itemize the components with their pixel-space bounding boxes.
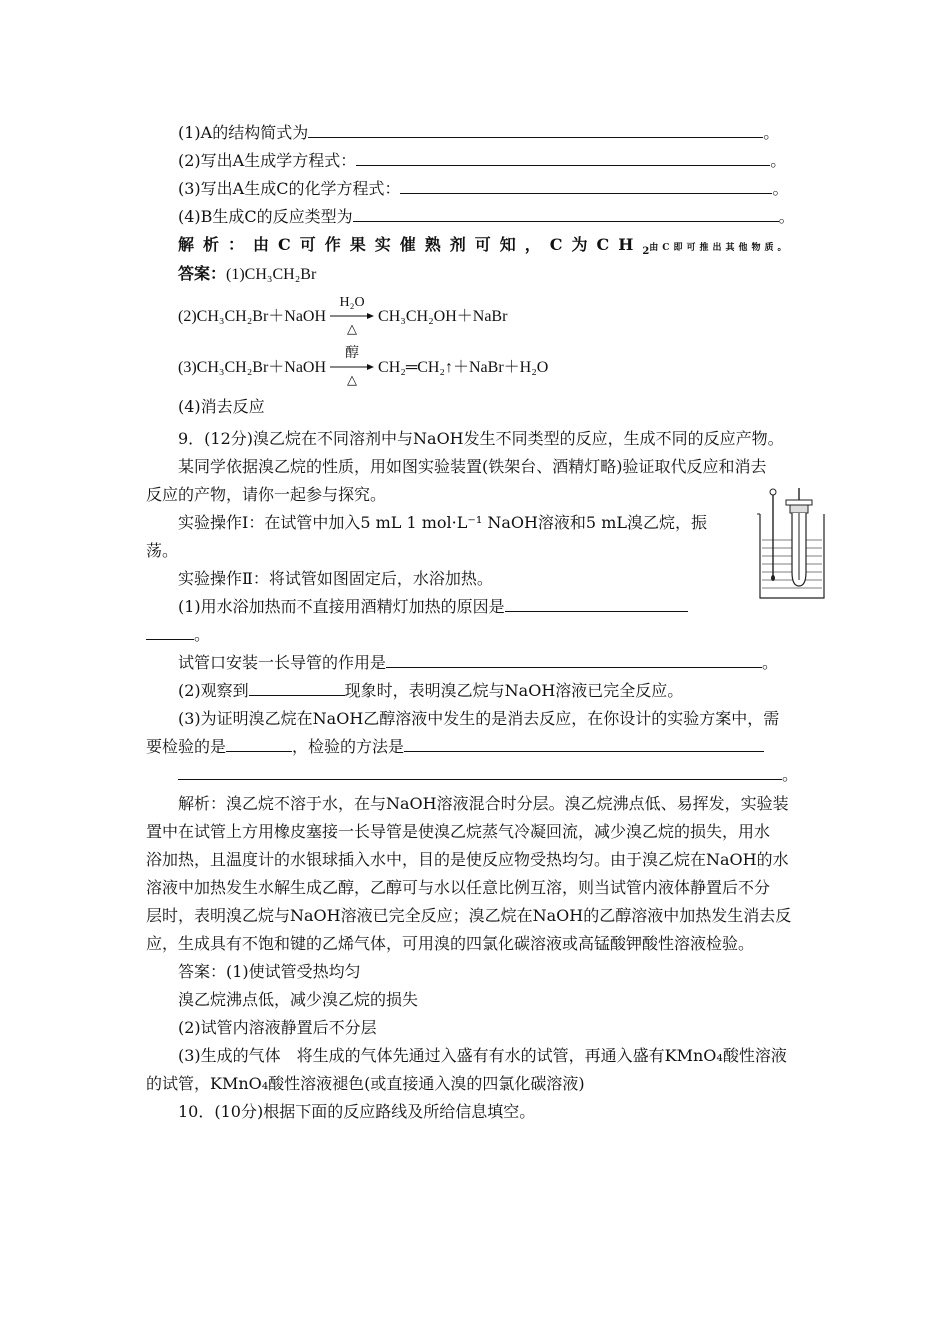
q9-part2-text-b: 现象时，表明溴乙烷与NaOH溶液已完全反应。	[344, 681, 684, 700]
period: 。	[772, 179, 789, 198]
q8-answer-1-text: (1)CH₃CH₂Br	[226, 266, 317, 283]
q9-answer-2	[178, 989, 418, 1011]
q9-part2-blank	[249, 681, 345, 696]
q9-part1	[178, 596, 688, 618]
period: 。	[782, 765, 799, 784]
q9-line-3	[146, 484, 386, 506]
q8-part2-text: (2)写出A生成学方程式：	[178, 151, 357, 170]
q9-line-6	[178, 568, 493, 590]
q9-part3-blank-1	[226, 737, 292, 752]
q9-part1-cont	[146, 624, 210, 646]
q8-answer-2	[178, 295, 508, 337]
q8-analysis-tail: 由C即可推出其他物质。	[649, 243, 791, 253]
q8-analysis	[178, 234, 790, 263]
q9-part3-text: (3)为证明溴乙烷在NaOH乙醇溶液中发生的是消去反应，在你设计的实验方案中，需	[178, 709, 780, 728]
q9-solution-1	[178, 793, 789, 815]
q9-answer-5	[146, 1073, 585, 1095]
q8-answer-2-right: CH₃CH₂OH＋NaBr	[378, 308, 508, 325]
q9-answer-3	[178, 1017, 377, 1039]
reaction-arrow	[330, 346, 374, 388]
q8-part1-text: (1)A的结构简式为	[178, 123, 309, 142]
q9-solution-4	[146, 877, 770, 899]
q8-part4	[178, 206, 795, 228]
q9-tube-purpose-text: 试管口安装一长导管的作用是	[178, 653, 387, 672]
q9-line-2	[178, 456, 767, 478]
period: 。	[770, 151, 787, 170]
q9-part2	[178, 680, 683, 702]
q8-answer-3-left: (3)CH₃CH₂Br＋NaOH	[178, 359, 327, 376]
q9-part1-text: (1)用水浴加热而不直接用酒精灯加热的原因是	[178, 597, 505, 616]
q8-part4-blank	[353, 207, 779, 222]
q8-analysis-sub: 2	[642, 246, 650, 258]
q10-line-1-text: 10．(10分)根据下面的反应路线及所给信息填空。	[178, 1102, 536, 1121]
q8-part1	[178, 122, 779, 144]
q9-part3	[178, 708, 779, 730]
q8-answer-4	[178, 396, 265, 418]
q9-part3-cont2	[178, 764, 798, 786]
q9-tube-purpose-blank	[386, 653, 762, 668]
q8-part2-blank	[356, 151, 770, 166]
q9-answer-4-text: (3)生成的气体 将生成的气体先通过入盛有有水的试管，再通入盛有KMnO₄酸性溶液	[178, 1046, 787, 1065]
arrow-condition-above: H₂O	[339, 295, 365, 311]
q8-part3	[178, 178, 788, 200]
period: 。	[763, 123, 780, 142]
q9-line-1	[178, 428, 784, 450]
q9-tube-purpose	[178, 652, 778, 674]
q8-part3-text: (3)写出A生成C的化学方程式：	[178, 179, 401, 198]
period: 。	[778, 207, 795, 226]
q9-solution-3	[146, 849, 789, 871]
q9-part1-blank	[505, 597, 688, 612]
q9-line-6-text: 实验操作Ⅱ：将试管如图固定后，水浴加热。	[178, 569, 493, 588]
q9-part2-text-a: (2)观察到	[178, 681, 249, 700]
q9-part1-blank-2	[146, 625, 194, 640]
q9-line-4-text: 实验操作Ⅰ：在试管中加入5 mL 1 mol·L⁻¹ NaOH溶液和5 mL溴乙烷，振	[178, 513, 707, 532]
q8-part4-text: (4)B生成C的反应类型为	[178, 207, 353, 226]
q8-answer-3	[178, 346, 549, 388]
arrow-condition-above: 醇	[345, 346, 360, 362]
q9-answer-1	[178, 961, 361, 983]
q9-line-2-text: 某同学依据溴乙烷的性质，用如图实验装置(铁架台、酒精灯略)验证取代反应和消去	[178, 457, 767, 476]
q9-line-5-text: 荡。	[146, 541, 179, 560]
q9-part3-text-a: 要检验的是	[146, 737, 227, 756]
q8-part1-blank	[308, 123, 763, 138]
q8-answer-4-text: (4)消去反应	[178, 397, 265, 416]
q10-line-1	[178, 1101, 535, 1123]
q9-line-1-text: 9．(12分)溴乙烷在不同溶剂中与NaOH发生不同类型的反应，生成不同的反应产物。	[178, 429, 784, 448]
q9-answer-1-text: 答案：(1)使试管受热均匀	[178, 962, 361, 981]
q9-solution-2	[146, 821, 770, 843]
q9-part3-text-b: ，检验的方法是	[292, 737, 405, 756]
q9-answer-5-text: 的试管，KMnO₄酸性溶液褪色(或直接通入溴的四氯化碳溶液)	[146, 1074, 585, 1093]
q9-solution-6-text: 应，生成具有不饱和键的乙烯气体，可用溴的四氯化碳溶液或高锰酸钾酸性溶液检验。	[146, 934, 755, 953]
q9-part3-blank-3	[178, 765, 782, 780]
apparatus-figure	[755, 486, 827, 600]
answer-label: 答案：	[178, 266, 227, 283]
q9-solution-5	[146, 905, 791, 927]
q9-solution-1-text: 解析：溴乙烷不溶于水，在与NaOH溶液混合时分层。溴乙烷沸点低、易挥发，实验装	[178, 794, 789, 813]
q9-answer-2-text: 溴乙烷沸点低，减少溴乙烷的损失	[178, 990, 419, 1009]
q9-solution-4-text: 溶液中加热发生水解生成乙醇，乙醇可与水以任意比例互溶，则当试管内液体静置后不分	[146, 878, 771, 897]
q9-part3-cont	[146, 736, 764, 758]
q9-solution-6	[146, 933, 754, 955]
q9-line-4	[178, 512, 707, 534]
q8-answer-2-left: (2)CH₃CH₂Br＋NaOH	[178, 308, 327, 325]
q9-answer-3-text: (2)试管内溶液静置后不分层	[178, 1018, 377, 1037]
period: 。	[194, 625, 211, 644]
q8-answer-1	[178, 264, 316, 286]
q9-line-3-text: 反应的产物，请你一起参与探究。	[146, 485, 387, 504]
arrow-condition-below: △	[347, 372, 358, 388]
q9-solution-2-text: 置中在试管上方用橡皮塞接一长导管是使溴乙烷蒸气冷凝回流，减少溴乙烷的损失，用水	[146, 822, 771, 841]
q8-analysis-text: 解析：由C可作果实催熟剂可知，C为CH	[178, 235, 643, 254]
q9-part3-blank-2	[404, 737, 764, 752]
q9-solution-3-text: 浴加热，且温度计的水银球插入水中，目的是使反应物受热均匀。由于溴乙烷在NaOH的水	[146, 850, 789, 869]
reaction-arrow	[330, 295, 374, 337]
q8-part2	[178, 150, 786, 172]
q9-solution-5-text: 层时，表明溴乙烷与NaOH溶液已完全反应；溴乙烷在NaOH的乙醇溶液中加热发生消去反	[146, 906, 792, 925]
period: 。	[762, 653, 779, 672]
q8-part3-blank	[400, 179, 772, 194]
arrow-condition-below: △	[347, 321, 358, 337]
q9-answer-4	[178, 1045, 787, 1067]
q9-line-5	[146, 540, 178, 562]
q8-answer-3-right: CH₂═CH₂↑＋NaBr＋H₂O	[378, 359, 549, 376]
